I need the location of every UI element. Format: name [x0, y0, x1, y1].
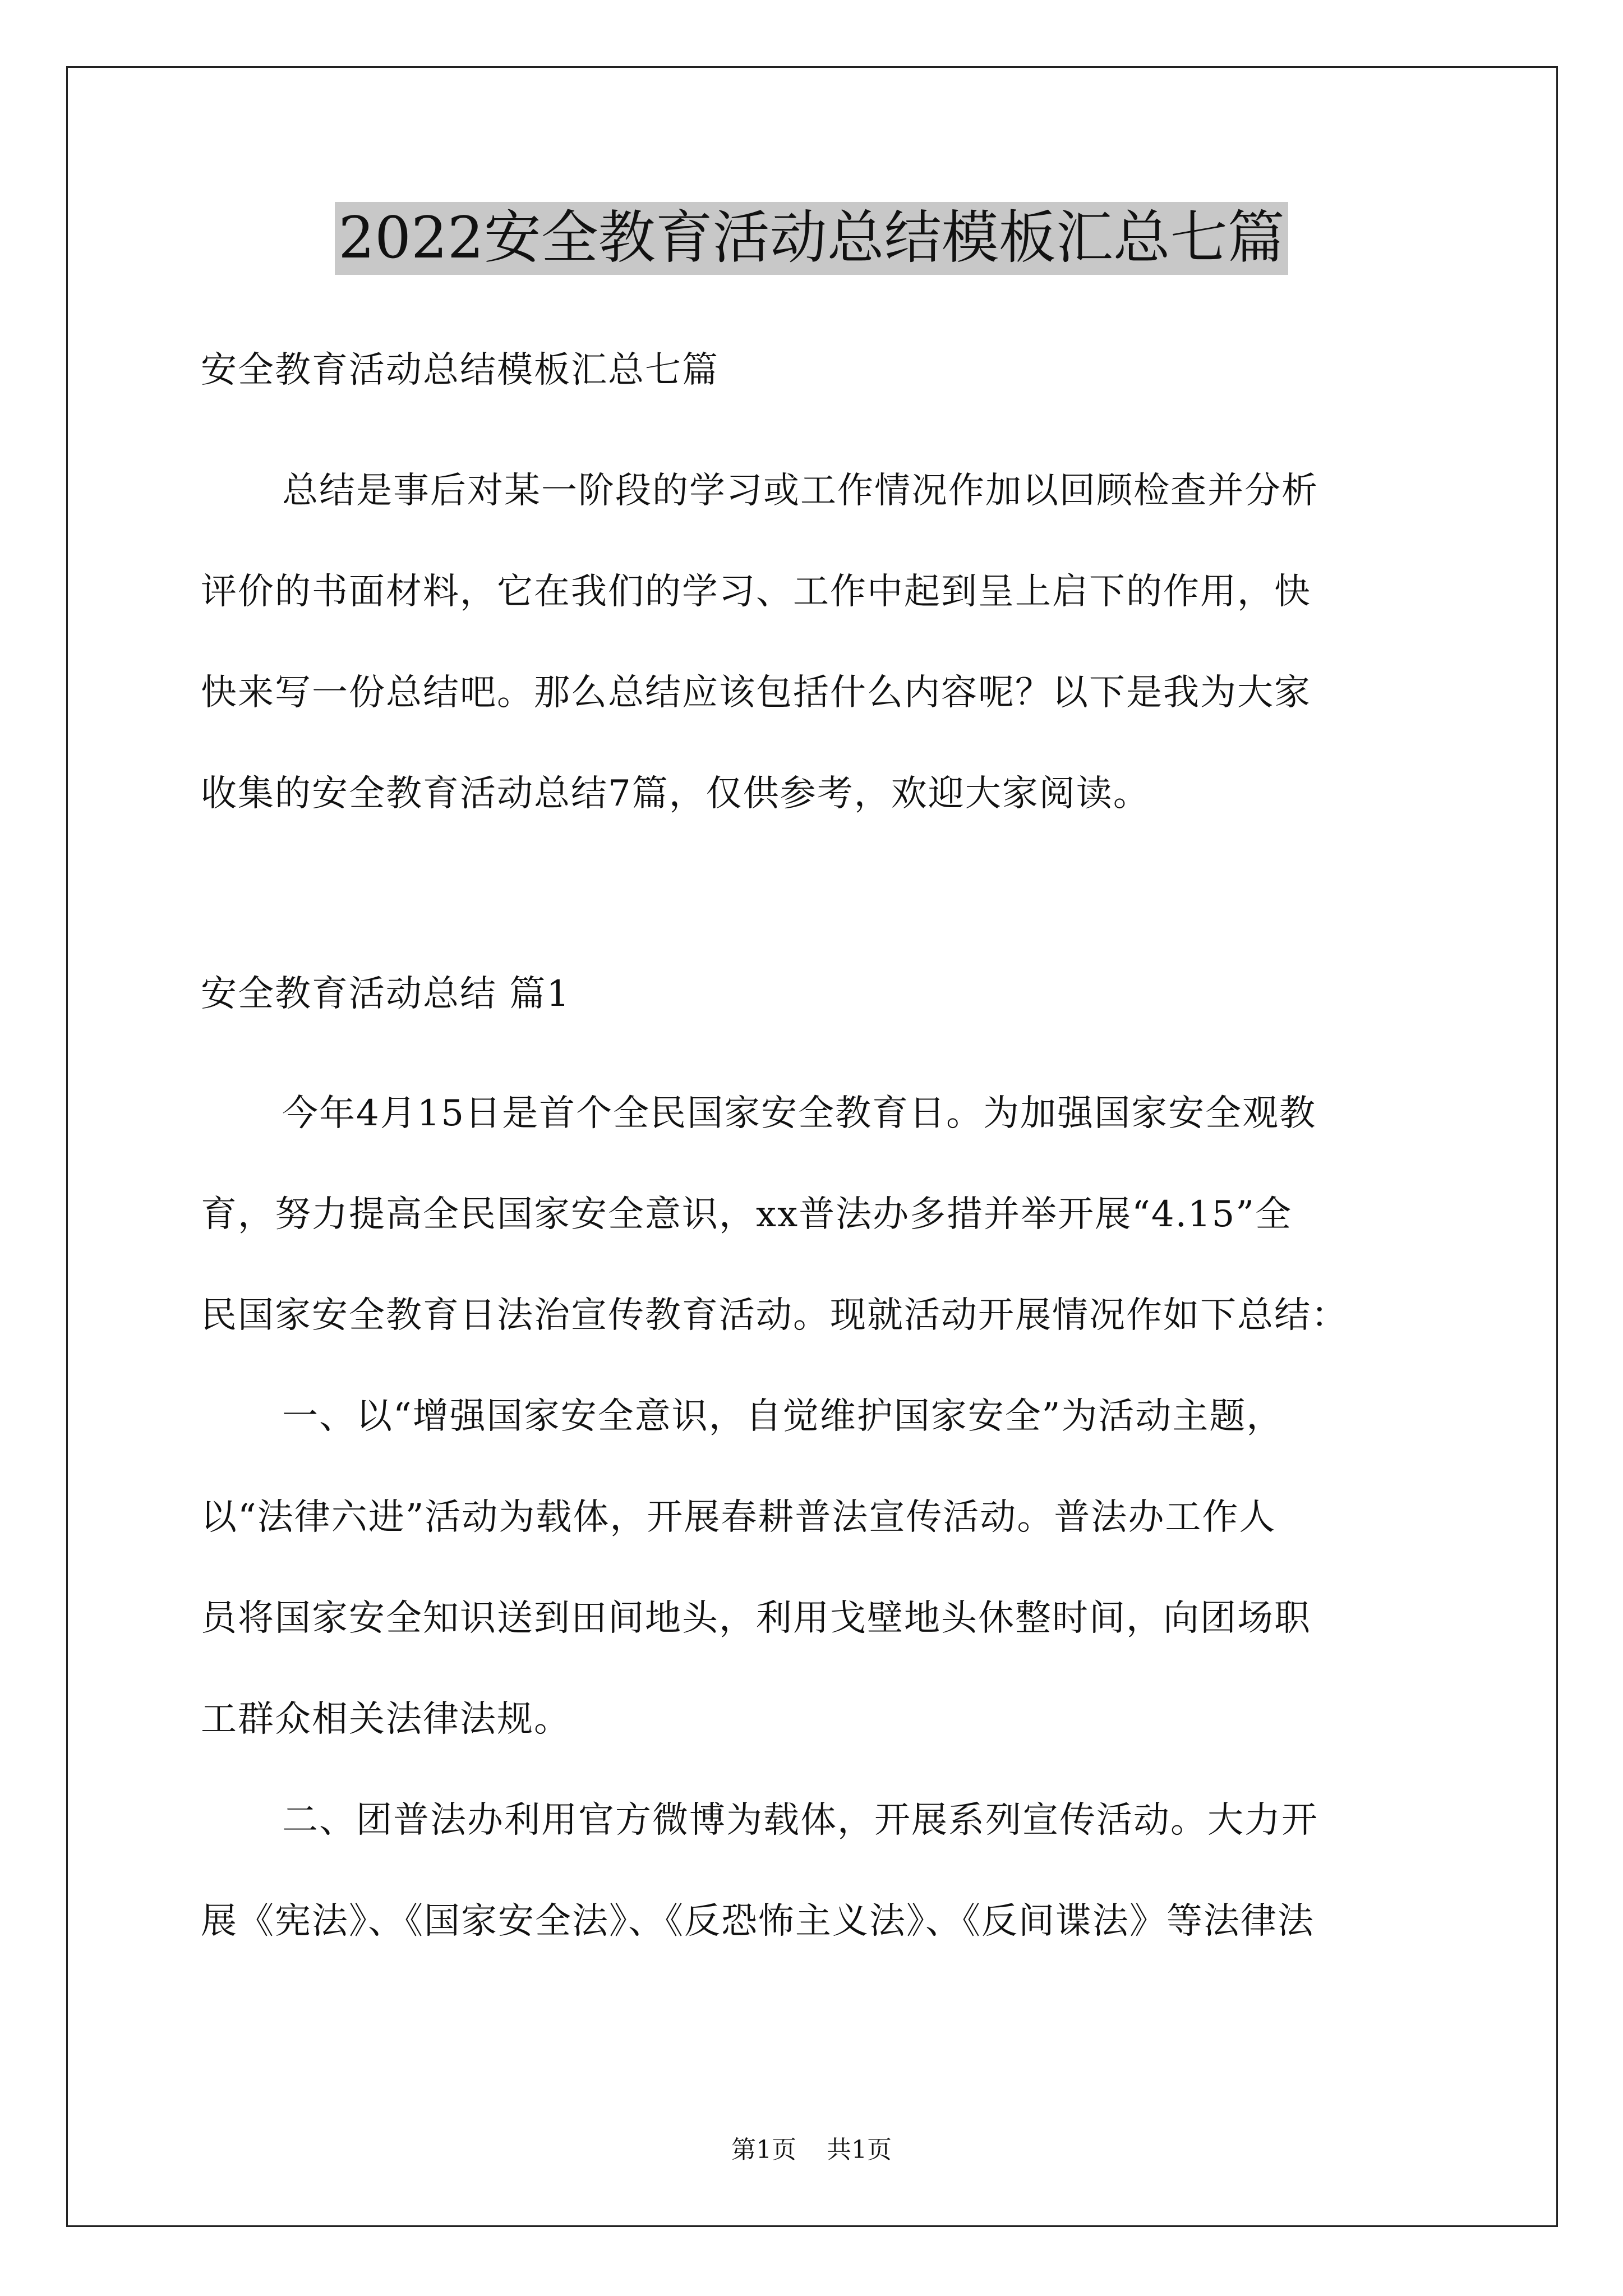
page-number: 第1页: [731, 2136, 796, 2164]
intro-line-1: 总结是事后对某一阶段的学习或工作情况作加以回顾检查并分析: [282, 470, 1318, 512]
intro-line-2: 评价的书面材料，它在我们的学习、工作中起到呈上启下的作用，快: [201, 571, 1311, 613]
section-line-1: 今年4月15日是首个全民国家安全教育日。为加强国家安全观教: [282, 1093, 1317, 1134]
section-line-5: 以“法律六进”活动为载体，开展春耕普法宣传活动。普法办工作人: [201, 1497, 1276, 1538]
section-line-8: 二、团普法办利用官方微博为载体，开展系列宣传活动。大力开: [282, 1800, 1318, 1841]
document-title: [0, 202, 1623, 275]
page-total: 共1页: [827, 2136, 892, 2164]
section-line-7: 工群众相关法律法规。: [201, 1699, 571, 1740]
section-line-6: 员将国家安全知识送到田间地头，利用戈壁地头休整时间，向团场职: [201, 1598, 1311, 1639]
section-line-3: 民国家安全教育日法治宣传教育活动。现就活动开展情况作如下总结：: [201, 1295, 1348, 1336]
section-line-2: 育，努力提高全民国家安全意识，xx普法办多措并举开展“4.15”全: [201, 1194, 1293, 1235]
page-footer: [0, 2133, 1623, 2167]
intro-line-4: 收集的安全教育活动总结7篇，仅供参考，欢迎大家阅读。: [201, 773, 1150, 815]
document-subtitle: 安全教育活动总结模板汇总七篇: [201, 349, 719, 391]
section-line-9: 展《宪法》、《国家安全法》、《反恐怖主义法》、《反间谍法》等法律法: [201, 1901, 1315, 1942]
intro-line-3: 快来写一份总结吧。那么总结应该包括什么内容呢？以下是我为大家: [201, 672, 1311, 714]
document-title-text: 2022安全教育活动总结模板汇总七篇: [335, 202, 1288, 275]
section-heading: 安全教育活动总结 篇1: [201, 973, 571, 1015]
section-line-4: 一、以“增强国家安全意识，自觉维护国家安全”为活动主题，: [282, 1396, 1284, 1437]
